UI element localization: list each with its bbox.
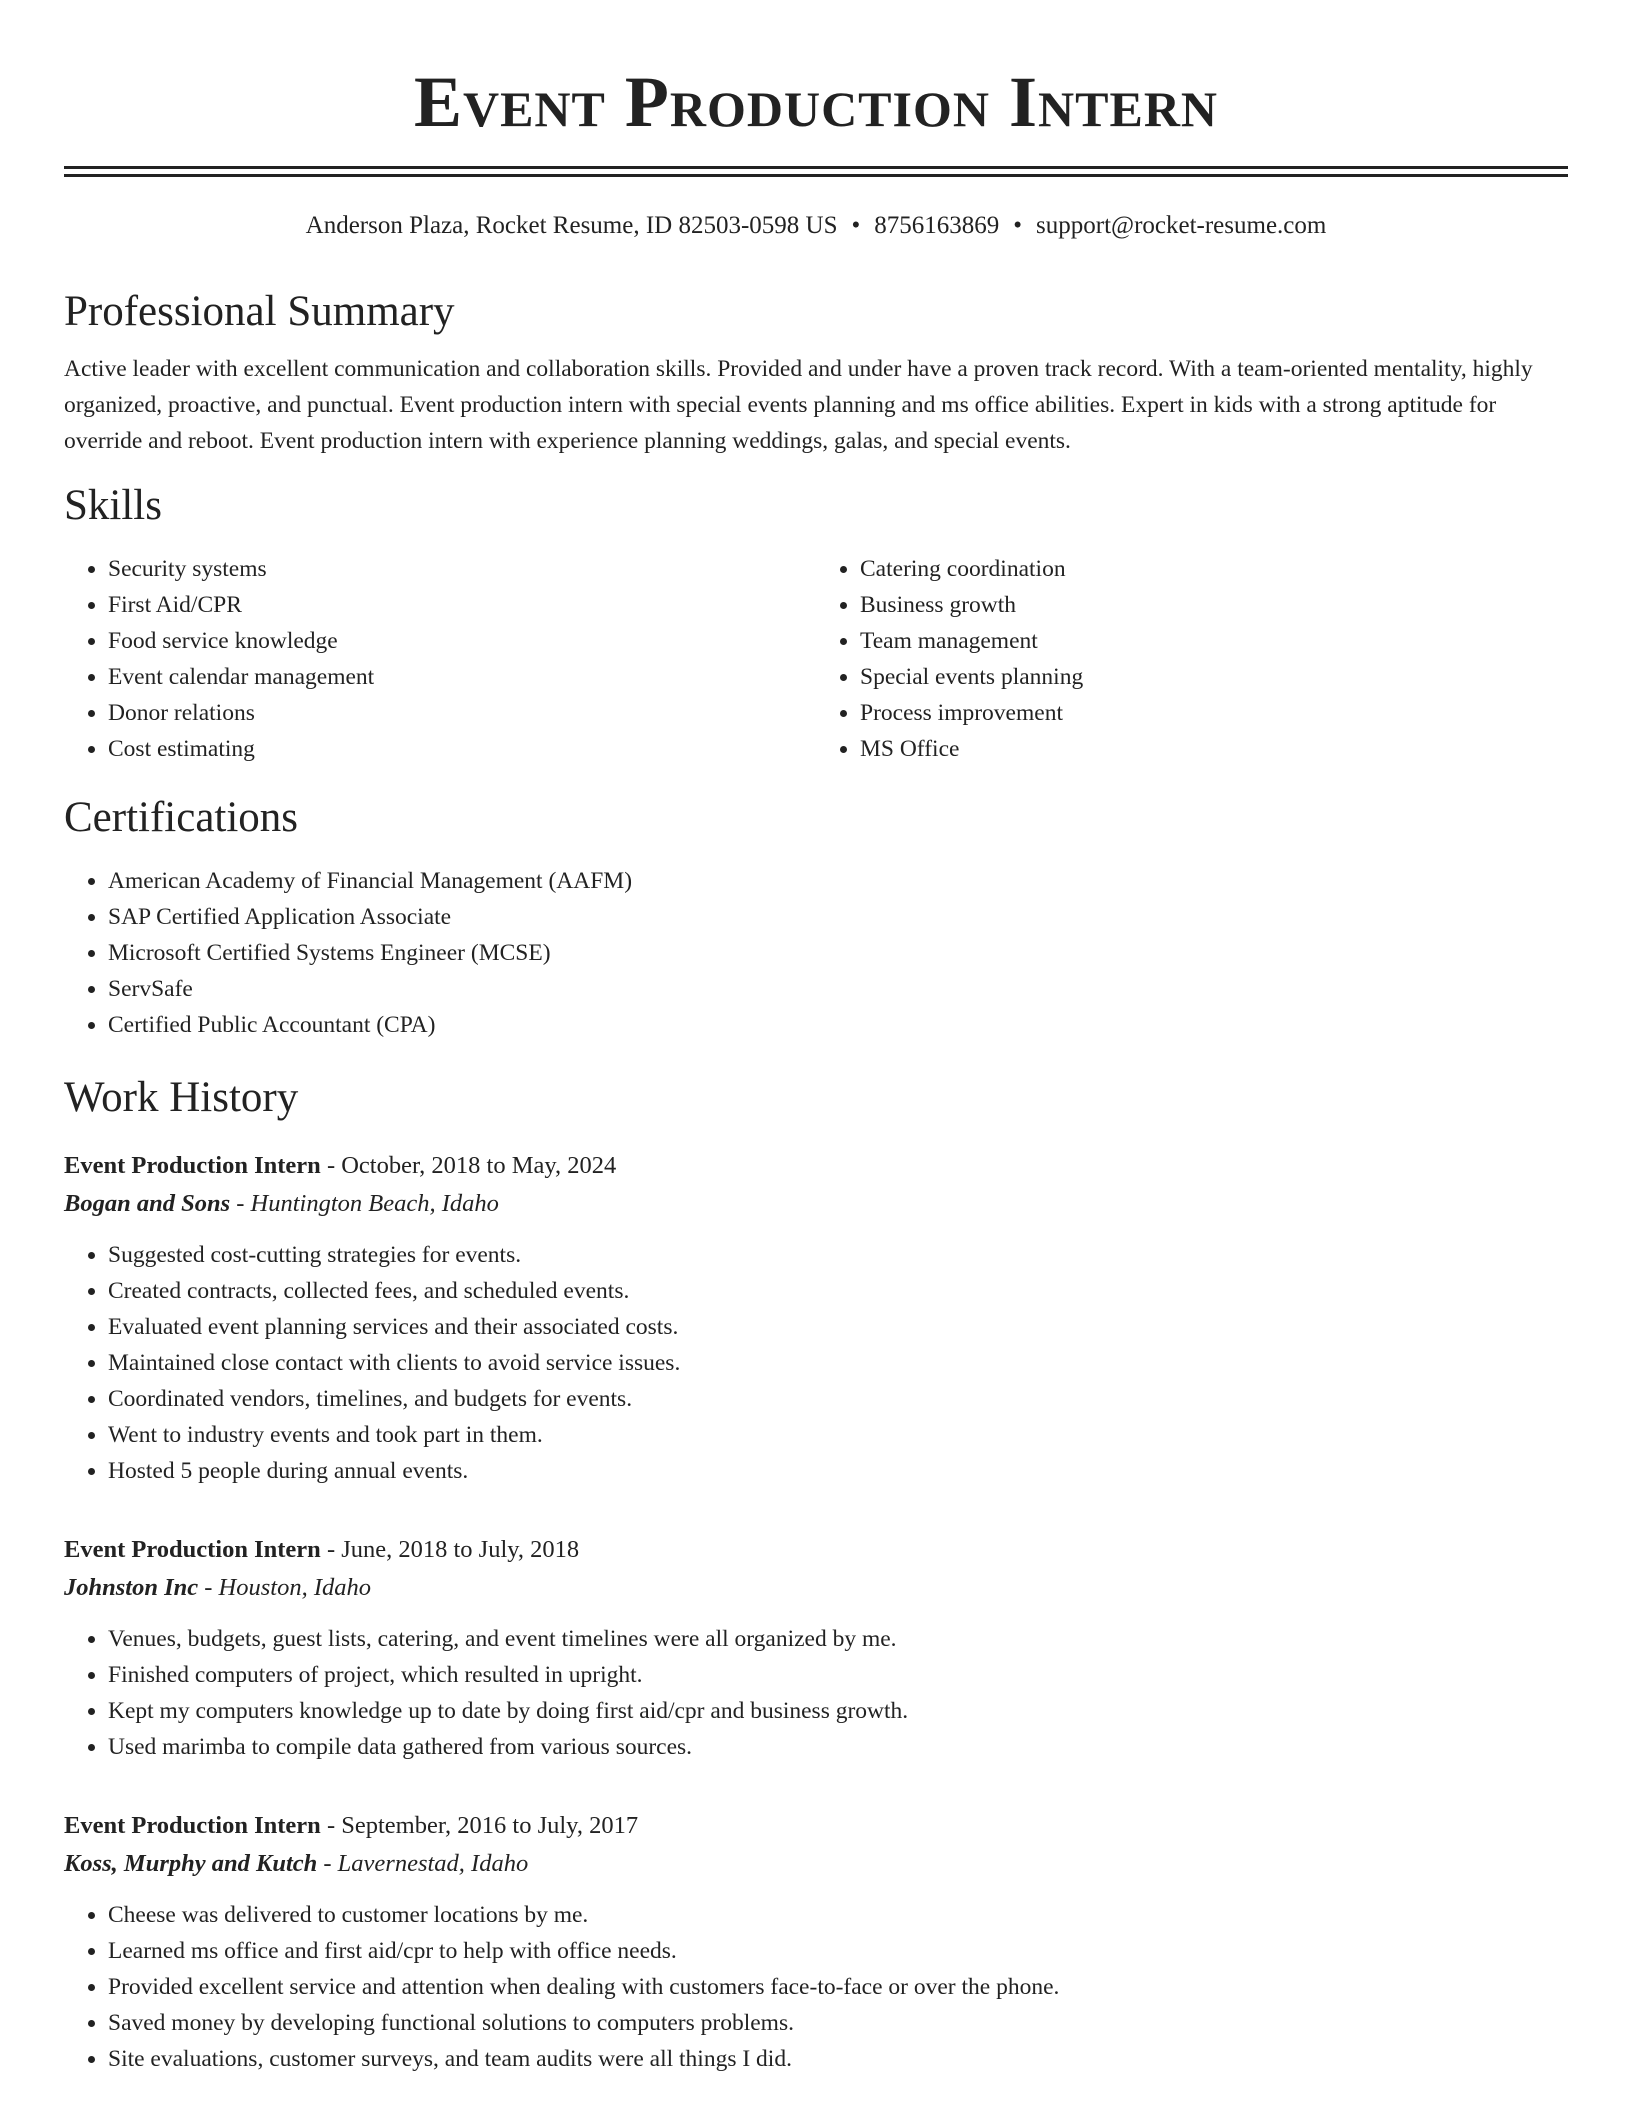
skills-list-left [64,551,816,767]
skill-item: • Process improvement [860,695,1568,731]
job-bullet: • Venues, budgets, guest lists, catering, and event timelines were all organized by me. [108,1621,1568,1657]
contact-separator: • [851,212,861,239]
job-bullet: • Evaluated event planning services and their associated costs. [108,1309,1568,1345]
job-entry [64,1531,1568,1765]
summary-text: Active leader with excellent communication and collaboration skills. Provided and under have a proven track record. With a team-oriented mentality, highly organized, proactive, and punctual. Event production intern with special events planning and ms office abilities. Expert in kids with a strong aptitude for override and reboot. Event production intern with experience planning weddings, galas, and special events. [64,356,1533,454]
job-bullet: • Finished computers of project, which resulted in upright. [108,1657,1568,1693]
job-bullet: • Hosted 5 people during annual events. [108,1453,1568,1489]
skills-heading: Skills [64,482,162,529]
company-location: - Lavernestad, Idaho [317,1850,529,1877]
job-bullets [64,1237,1568,1489]
certification-item: • American Academy of Financial Management (AAFM) [108,863,1568,899]
job-bullet: • Went to industry events and took part in them. [108,1417,1568,1453]
job-bullet: • Kept my computers knowledge up to date by doing first aid/cpr and business growth. [108,1693,1568,1729]
job-bullets [64,1621,1568,1765]
contact-address: Anderson Plaza, Rocket Resume, ID 82503-0598 US [305,212,838,239]
job-bullet: • Suggested cost-cutting strategies for events. [108,1237,1568,1273]
certification-item: • Microsoft Certified Systems Engineer (MCSE) [108,935,1568,971]
skills-list-right [816,551,1568,767]
certification-item: • ServSafe [108,971,1568,1007]
job-title: Event Production Intern [64,1812,321,1839]
work-history-heading: Work History [64,1074,299,1121]
job-bullet: • Site evaluations, customer surveys, and team audits were all things I did. [108,2041,1568,2077]
skill-item: • Cost estimating [108,731,816,767]
company-name: Koss, Murphy and Kutch [64,1850,318,1877]
contact-phone: 8756163869 [874,212,1000,239]
job-bullet: • Learned ms office and first aid/cpr to help with office needs. [108,1933,1568,1969]
job-bullet: • Created contracts, collected fees, and scheduled events. [108,1273,1568,1309]
job-title-line [64,1531,1568,1569]
contact-line [64,211,1568,241]
certifications-heading: Certifications [64,794,299,841]
job-dates: - October, 2018 to May, 2024 [320,1152,617,1179]
job-title: Event Production Intern [64,1536,321,1563]
skill-item: • Food service knowledge [108,623,816,659]
job-bullet: • Coordinated vendors, timelines, and budgets for events. [108,1381,1568,1417]
company-name: Bogan and Sons [64,1190,231,1217]
skill-item: • Catering coordination [860,551,1568,587]
certifications-list [64,863,1568,1043]
skill-item: • MS Office [860,731,1568,767]
company-location: - Houston, Idaho [198,1574,371,1601]
skill-item: • Donor relations [108,695,816,731]
company-location: - Huntington Beach, Idaho [230,1190,499,1217]
summary-heading: Professional Summary [64,288,455,335]
skill-item: • Business growth [860,587,1568,623]
company-name: Johnston Inc [64,1574,199,1601]
skills-columns [64,551,1568,767]
company-line [64,1845,1568,1883]
company-line [64,1185,1568,1223]
job-dates: - September, 2016 to July, 2017 [320,1812,639,1839]
job-title-line [64,1807,1568,1845]
certification-item: • SAP Certified Application Associate [108,899,1568,935]
job-entry [64,1807,1568,2077]
job-dates: - June, 2018 to July, 2018 [320,1536,580,1563]
job-title-line [64,1147,1568,1185]
skill-item: • Security systems [108,551,816,587]
job-bullet: • Saved money by developing functional solutions to computers problems. [108,2005,1568,2041]
title-double-rule [64,166,1568,177]
skill-item: • First Aid/CPR [108,587,816,623]
job-bullets [64,1897,1568,2077]
contact-separator: • [1013,212,1023,239]
skill-item: • Team management [860,623,1568,659]
contact-email: support@rocket-resume.com [1036,212,1327,239]
job-bullet: • Used marimba to compile data gathered from various sources. [108,1729,1568,1765]
job-title: Event Production Intern [64,1152,321,1179]
skill-item: • Special events planning [860,659,1568,695]
skill-item: • Event calendar management [108,659,816,695]
job-entry [64,1147,1568,1489]
company-line [64,1569,1568,1607]
job-bullet: • Provided excellent service and attention when dealing with customers face-to-face or over the phone. [108,1969,1568,2005]
certification-item: • Certified Public Accountant (CPA) [108,1007,1568,1043]
job-bullet: • Cheese was delivered to customer locations by me. [108,1897,1568,1933]
resume-title: Event Production Intern [413,62,1219,142]
job-bullet: • Maintained close contact with clients to avoid service issues. [108,1345,1568,1381]
